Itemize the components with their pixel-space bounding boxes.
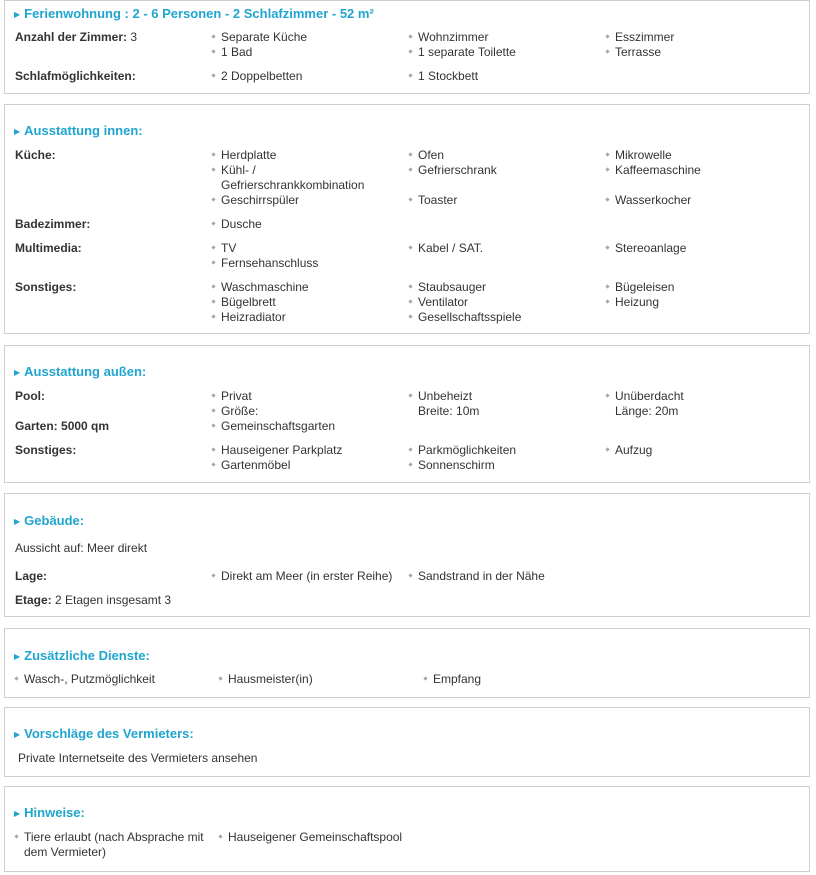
list-item: Ofen <box>408 148 444 163</box>
triangle-right-icon: ▶ <box>14 809 21 818</box>
list-item: Aufzug <box>605 443 652 458</box>
list-item: Ventilator <box>408 295 468 310</box>
owner-panel <box>4 707 810 777</box>
list-item: Privat <box>211 389 252 404</box>
list-item: Staubsauger <box>408 280 486 295</box>
sleep-label: Schlafmöglichkeiten: <box>15 69 136 83</box>
floor-value: 2 Etagen insgesamt 3 <box>55 593 172 607</box>
services-title: ▶ Zusätzliche Dienste: <box>14 648 150 663</box>
list-item: Esszimmer <box>605 30 674 45</box>
list-item: TV <box>211 241 236 256</box>
list-item: Parkmöglichkeiten <box>408 443 516 458</box>
list-item: Separate Küche <box>211 30 307 45</box>
list-item: Gemeinschaftsgarten <box>211 419 335 434</box>
list-item: Fernsehanschluss <box>211 256 318 271</box>
list-item: Bügeleisen <box>605 280 674 295</box>
list-item: Gesellschaftsspiele <box>408 310 521 325</box>
garden-label: Garten: 5000 qm <box>15 419 110 433</box>
pool-label: Pool: <box>15 389 45 403</box>
list-item: Hausmeister(in) <box>218 672 313 687</box>
list-item: Sonnenschirm <box>408 458 495 473</box>
list-item: Dusche <box>211 217 262 232</box>
bath-label: Badezimmer: <box>15 217 91 231</box>
triangle-right-icon: ▶ <box>14 368 21 377</box>
apartment-title: ▶ Ferienwohnung : 2 - 6 Personen - 2 Schlafzimmer - 52 m² <box>14 6 374 21</box>
owner-website-link[interactable]: Private Internetseite des Vermieters ansehen <box>18 751 258 765</box>
list-item: Bügelbrett <box>211 295 276 310</box>
list-item: Stereoanlage <box>605 241 686 256</box>
list-item: Mikrowelle <box>605 148 672 163</box>
list-item: Toaster <box>408 193 457 208</box>
building-panel <box>4 493 810 617</box>
owner-title: ▶ Vorschläge des Vermieters: <box>14 726 194 741</box>
list-item: Wasserkocher <box>605 193 691 208</box>
interior-other-label: Sonstiges: <box>15 280 77 294</box>
services-panel <box>4 628 810 698</box>
list-item: Kaffeemaschine <box>605 163 701 178</box>
apartment-panel <box>4 0 810 94</box>
triangle-right-icon: ▶ <box>14 730 21 739</box>
list-item: Heizung <box>605 295 659 310</box>
triangle-right-icon: ▶ <box>14 517 21 526</box>
list-item: 1 Bad <box>211 45 252 60</box>
multimedia-label: Multimedia: <box>15 241 82 255</box>
list-item: Kühl- / Gefrierschrankkombination <box>211 163 391 193</box>
interior-panel <box>4 104 810 334</box>
triangle-right-icon: ▶ <box>14 10 21 19</box>
rooms-label: Anzahl der Zimmer: 3 <box>15 30 138 44</box>
list-item: 1 Stockbett <box>408 69 478 84</box>
list-item: Hauseigener Gemeinschaftspool <box>218 830 402 845</box>
pool-width: Breite: 10m <box>418 404 480 418</box>
triangle-right-icon: ▶ <box>14 127 21 136</box>
exterior-other-label: Sonstiges: <box>15 443 77 457</box>
list-item: Wohnzimmer <box>408 30 488 45</box>
triangle-right-icon: ▶ <box>14 652 21 661</box>
rooms-value: 3 <box>130 30 138 44</box>
pool-length: Länge: 20m <box>615 404 679 418</box>
list-item: Gartenmöbel <box>211 458 290 473</box>
list-item: Gefrierschrank <box>408 163 497 178</box>
list-item: Empfang <box>423 672 481 687</box>
garden-value: 5000 qm <box>61 419 110 433</box>
list-item: Größe: <box>211 404 258 419</box>
list-item: Waschmaschine <box>211 280 309 295</box>
list-item: Geschirrspüler <box>211 193 299 208</box>
list-item: 1 separate Toilette <box>408 45 516 60</box>
list-item: Unbeheizt <box>408 389 472 404</box>
list-item: Sandstrand in der Nähe <box>408 569 545 584</box>
view-value: Meer direkt <box>87 541 148 555</box>
list-item: Unüberdacht <box>605 389 684 404</box>
list-item: Heizradiator <box>211 310 286 325</box>
notes-panel <box>4 786 810 872</box>
list-item: Direkt am Meer (in erster Reihe) <box>211 569 392 584</box>
list-item: Tiere erlaubt (nach Absprache mit dem Vermieter) <box>14 830 216 860</box>
building-title: ▶ Gebäude: <box>14 513 85 528</box>
interior-title: ▶ Ausstattung innen: <box>14 123 143 138</box>
list-item: Terrasse <box>605 45 661 60</box>
list-item: 2 Doppelbetten <box>211 69 302 84</box>
exterior-panel <box>4 345 810 483</box>
list-item: Herdplatte <box>211 148 276 163</box>
location-label: Lage: <box>15 569 48 583</box>
exterior-title: ▶ Ausstattung außen: <box>14 364 147 379</box>
kitchen-label: Küche: <box>15 148 56 162</box>
list-item: Kabel / SAT. <box>408 241 483 256</box>
list-item: Hauseigener Parkplatz <box>211 443 342 458</box>
notes-title: ▶ Hinweise: <box>14 805 85 820</box>
view-line: Aussicht auf: Meer direkt <box>15 541 148 555</box>
floor-label: Etage: 2 Etagen insgesamt 3 <box>15 593 172 607</box>
list-item: Wasch-, Putzmöglichkeit <box>14 672 155 687</box>
